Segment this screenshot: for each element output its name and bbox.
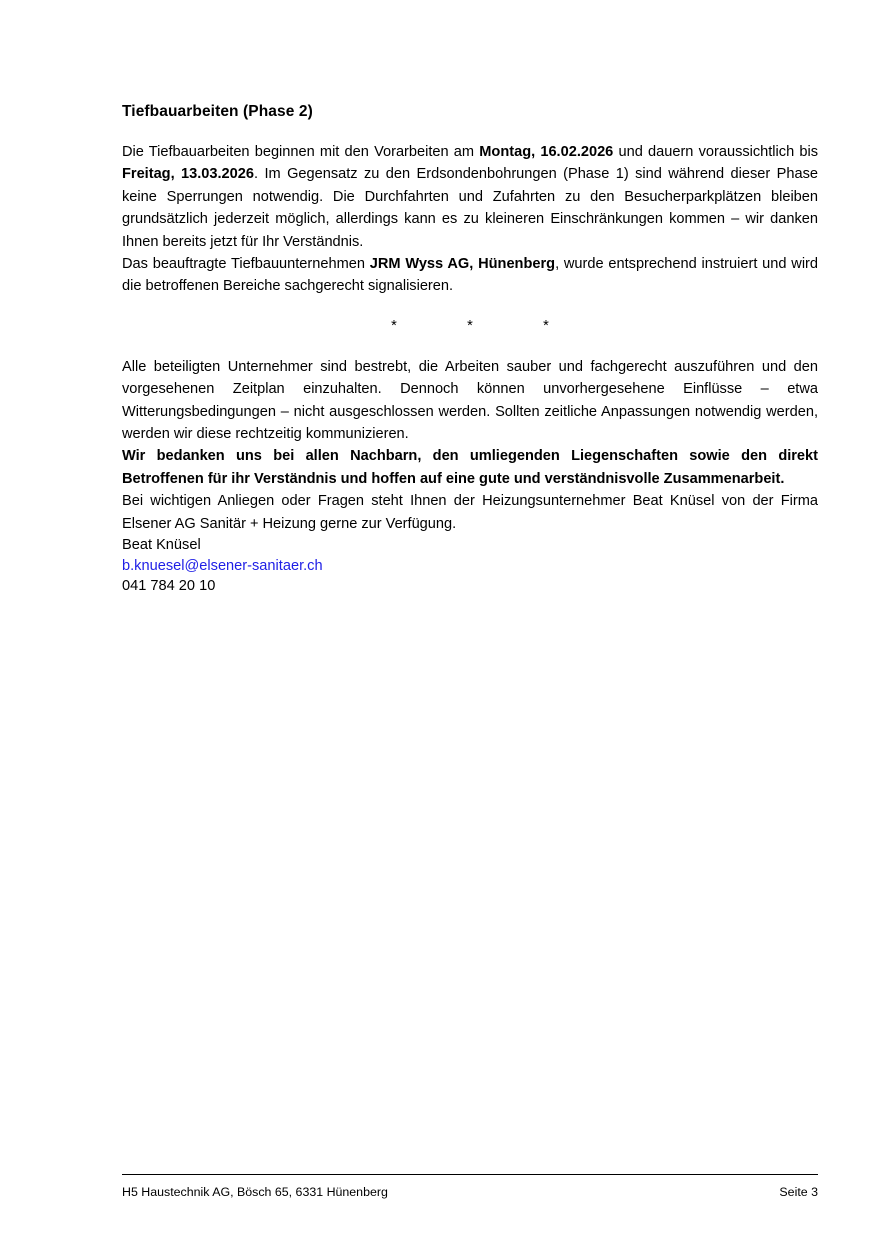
paragraph1-segment-2: und dauern voraussichtlich bis: [613, 144, 818, 160]
paragraph1-segment-1: Die Tiefbauarbeiten beginnen mit den Vorarbeiten am: [122, 144, 480, 160]
paragraph1-bold-start-date: Montag, 16.02.2026: [479, 144, 614, 160]
paragraph1-segment-3: . Im Gegensatz zu den Erdsondenbohrungen (Phase 1) sind während dieser Phase keine Sperrungen notwendig. Die Durchfahrten und Zufahrten zu den Besucherparkplätzen bleiben grundsätzlich jederzeit möglich, allerdings kann es zu kleineren Einschränkungen kommen – wir danken Ihnen bereits jetzt für Ihr Verständnis.: [122, 166, 818, 250]
page-title: Tiefbauarbeiten (Phase 2): [122, 103, 313, 120]
footer-page-number: Seite 3: [779, 1185, 818, 1199]
separator-star-2: *: [467, 317, 473, 334]
footer-company-address: H5 Haustechnik AG, Bösch 65, 6331 Hünenberg: [122, 1185, 388, 1199]
paragraph-contractor: [122, 253, 818, 298]
signature-email-link[interactable]: b.knuesel@elsener-sanitaer.ch: [122, 557, 323, 574]
signature-block: [122, 535, 818, 597]
paragraph2-segment-2: , wurde entsprechend instruiert und wird die betroffenen Bereiche sachgerecht signalisieren.: [122, 256, 819, 295]
paragraph-contact-info: Bei wichtigen Anliegen oder Fragen steht Ihnen der Heizungsunternehmer Beat Knüsel von der Firma Elsener AG Sanitär + Heizung gerne zur Verfügung.: [122, 493, 818, 532]
paragraph2-segment-1: Das beauftragte Tiefbauunternehmen: [122, 256, 370, 273]
signature-name: Beat Knüsel: [122, 537, 201, 554]
paragraph-phase2-schedule: [122, 141, 818, 253]
separator-star-3: *: [543, 317, 549, 334]
section-separator: [122, 316, 818, 336]
footer-row: [122, 1184, 818, 1200]
separator-star-1: *: [391, 317, 397, 334]
signature-phone: 041 784 20 10: [122, 578, 216, 595]
paragraph1-bold-end-date: Freitag, 13.03.2026: [122, 166, 254, 183]
paragraph-thanks-bold: Wir bedanken uns bei allen Nachbarn, den umliegenden Liegenschaften sowie den direkt Betroffenen für ihr Verständnis und hoffen auf eine gute und verständnisvolle Zusammenarbeit.: [122, 448, 818, 487]
footer-divider: [122, 1174, 818, 1175]
page-footer: [122, 1174, 818, 1200]
document-content: [122, 101, 818, 597]
paragraph2-bold-company: JRM Wyss AG, Hünenberg: [369, 256, 556, 273]
paragraph-schedule-caveat: Alle beteiligten Unternehmer sind bestrebt, die Arbeiten sauber und fachgerecht auszuführen und den vorgesehenen Zeitplan einzuhalten. Dennoch können unvorhergesehene Einflüsse – etwa Witterungsbedingungen – nicht ausgeschlossen werden. Sollten zeitliche Anpassungen notwendig werden, werden wir diese rechtzeitig kommunizieren.: [122, 358, 818, 443]
